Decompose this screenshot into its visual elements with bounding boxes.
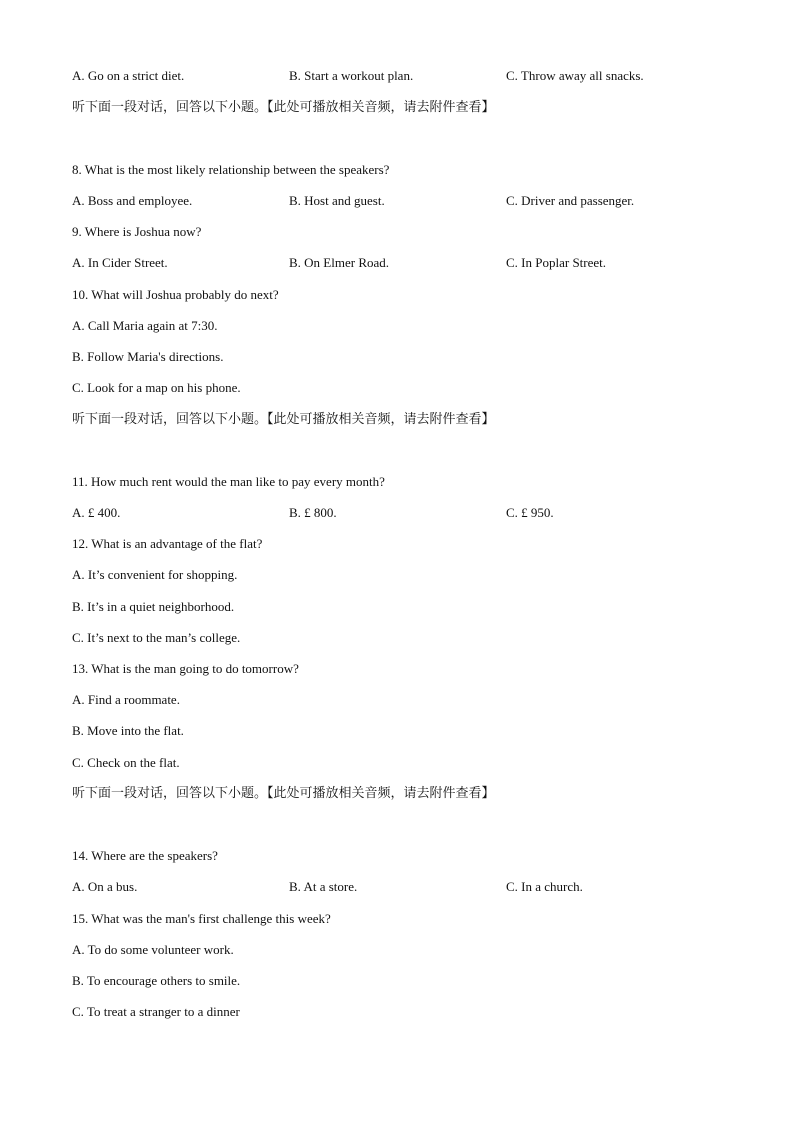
option-c: C. It’s next to the man’s college. <box>72 630 241 645</box>
question-10: 10. What will Joshua probably do next? <box>72 287 279 302</box>
option-b: B. Move into the flat. <box>72 723 184 738</box>
option-b: B. Host and guest. <box>289 193 385 208</box>
option-c: C. In a church. <box>506 879 583 894</box>
option-a: A. Boss and employee. <box>72 193 193 208</box>
section-instruction: 听下面一段对话，回答以下小题。【此处可播放相关音频，请去附件查看】 <box>72 786 495 801</box>
question-14: 14. Where are the speakers? <box>72 848 218 863</box>
option-c: C. Look for a map on his phone. <box>72 380 241 395</box>
question-8: 8. What is the most likely relationship between the speakers? <box>72 162 390 177</box>
option-a: A. It’s convenient for shopping. <box>72 567 238 582</box>
option-c: C. £ 950. <box>506 505 554 520</box>
question-13: 13. What is the man going to do tomorrow? <box>72 661 299 676</box>
option-b: B. £ 800. <box>289 505 337 520</box>
question-11: 11. How much rent would the man like to pay every month? <box>72 474 385 489</box>
option-c: C. Throw away all snacks. <box>506 68 644 83</box>
option-b: B. Follow Maria's directions. <box>72 349 224 364</box>
option-a: A. In Cider Street. <box>72 255 168 270</box>
section-instruction: 听下面一段对话，回答以下小题。【此处可播放相关音频，请去附件查看】 <box>72 100 495 115</box>
question-9: 9. Where is Joshua now? <box>72 224 202 239</box>
option-b: B. Start a workout plan. <box>289 68 414 83</box>
option-a: A. Go on a strict diet. <box>72 68 185 83</box>
option-c: C. To treat a stranger to a dinner <box>72 1004 240 1019</box>
option-b: B. It’s in a quiet neighborhood. <box>72 599 235 614</box>
option-b: B. On Elmer Road. <box>289 255 390 270</box>
option-c: C. Check on the flat. <box>72 755 180 770</box>
option-c: C. In Poplar Street. <box>506 255 607 270</box>
option-b: B. To encourage others to smile. <box>72 973 241 988</box>
option-a: A. On a bus. <box>72 879 138 894</box>
question-15: 15. What was the man's first challenge this week? <box>72 911 331 926</box>
question-12: 12. What is an advantage of the flat? <box>72 536 263 551</box>
option-b: B. At a store. <box>289 879 358 894</box>
option-a: A. Find a roommate. <box>72 692 180 707</box>
option-a: A. £ 400. <box>72 505 121 520</box>
option-a: A. To do some volunteer work. <box>72 942 234 957</box>
option-c: C. Driver and passenger. <box>506 193 635 208</box>
section-instruction: 听下面一段对话，回答以下小题。【此处可播放相关音频，请去附件查看】 <box>72 412 495 427</box>
option-a: A. Call Maria again at 7:30. <box>72 318 218 333</box>
